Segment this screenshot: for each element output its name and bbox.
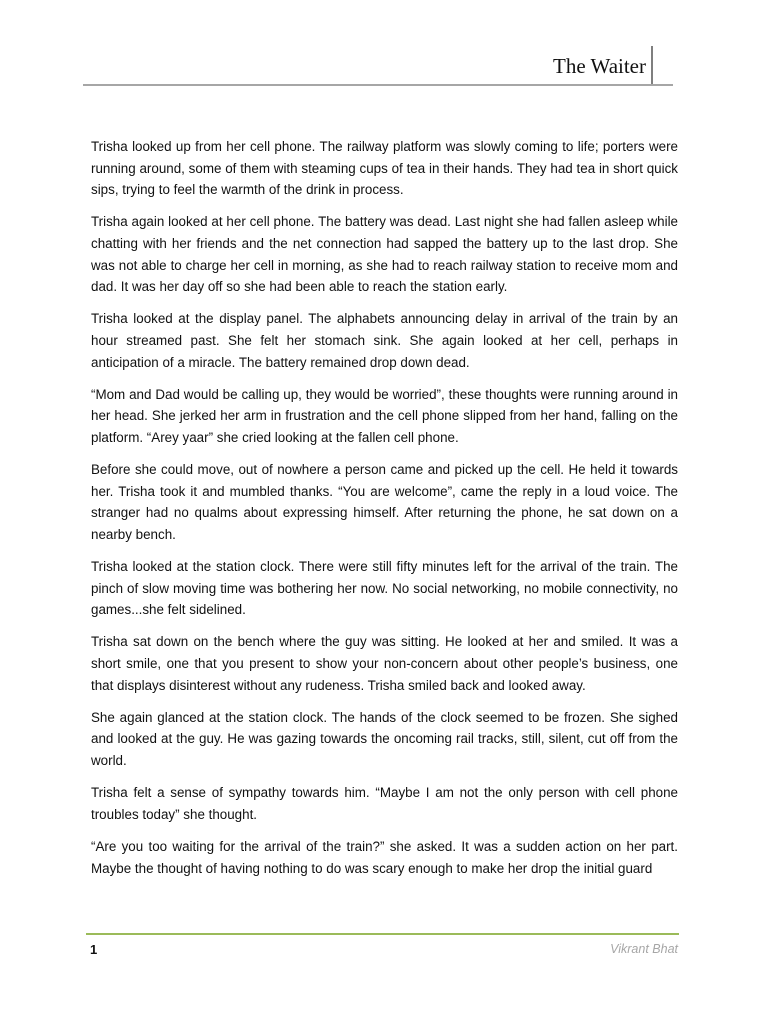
paragraph: “Mom and Dad would be calling up, they would be worried”, these thoughts were running around in her head. She jerked her arm in frustration and the cell phone slipped from her hand, falling on the platform. “Arey yaar” she cried looking at the fallen cell phone. [91, 386, 678, 445]
paragraph: Before she could move, out of nowhere a person came and picked up the cell. He held it towards her. Trisha took it and mumbled thanks. “You are welcome”, came the reply in a loud voice. The stranger had no qualms about expressing himself. After returning the phone, he sat down on a nearby bench. [91, 462, 678, 542]
document-body [91, 136, 678, 890]
paragraph: Trisha felt a sense of sympathy towards him. “Maybe I am not the only person with cell phone troubles today” she thought. [91, 785, 678, 822]
paragraph: Trisha sat down on the bench where the guy was sitting. He looked at her and smiled. It was a short smile, one that you present to show your non-concern about other people’s business, one that displays disinterest without any rudeness. Trisha smiled back and looked away. [91, 634, 678, 693]
paragraph: “Are you too waiting for the arrival of the train?” she asked. It was a sudden action on her part. Maybe the thought of having nothing to do was scary enough to make her drop the initial guard [91, 838, 678, 876]
paragraph: Trisha looked up from her cell phone. The railway platform was slowly coming to life; porters were running around, some of them with steaming cups of tea in their hands. They had tea in short quick sips, trying to feel the warmth of the drink in process. [91, 139, 678, 198]
document-title: The Waiter [553, 54, 646, 78]
paragraph: Trisha looked at the display panel. The alphabets announcing delay in arrival of the train by an hour streamed past. She felt her stomach sink. She again looked at her cell, perhaps in anticipation of a miracle. The battery remained drop down dead. [91, 311, 678, 370]
page-number: 1 [90, 942, 98, 957]
header-divider [83, 84, 673, 86]
paragraph: She again glanced at the station clock. The hands of the clock seemed to be frozen. She sighed and looked at the guy. He was gazing towards the oncoming rail tracks, still, silent, cut off from the world. [91, 709, 678, 768]
paragraph: Trisha looked at the station clock. There were still fifty minutes left for the arrival of the train. The pinch of slow moving time was bothering her now. No social networking, no mobile connectivity, no games...she felt sidelined. [91, 559, 678, 618]
footer-divider [86, 933, 679, 935]
author-name: Vikrant Bhat [610, 942, 678, 956]
paragraph: Trisha again looked at her cell phone. The battery was dead. Last night she had fallen asleep while chatting with her friends and the net connection had sapped the battery up to the last drop. She was not able to charge her cell in morning, as she had to reach railway station to receive mom and dad. It was her day off so she had been able to reach the station early. [91, 214, 678, 295]
header-vertical-bar [651, 46, 653, 86]
